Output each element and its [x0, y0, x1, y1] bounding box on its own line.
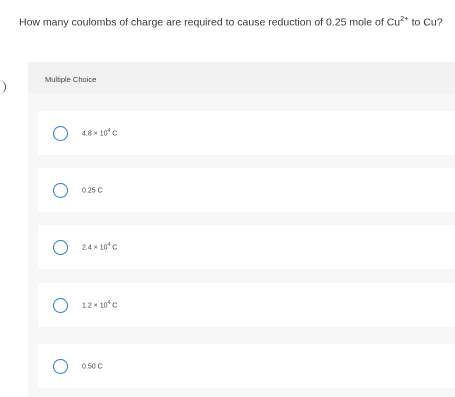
question-type-label: Multiple Choice — [45, 75, 97, 84]
option-label: $4.8 \times 10^4$ C — [82, 128, 118, 138]
radio-button[interactable] — [53, 298, 68, 313]
panel-header — [28, 62, 455, 94]
option-label: 0.50 C — [82, 363, 103, 371]
question-suffix: to Cu? — [408, 16, 443, 29]
answer-option-4[interactable] — [38, 283, 455, 327]
question-superscript: 2+ — [400, 14, 409, 23]
question-text — [19, 14, 443, 29]
answer-panel — [28, 62, 455, 397]
option-label: $2.4 \times 10^4$ C — [82, 242, 118, 252]
radio-button[interactable] — [53, 183, 68, 198]
radio-button[interactable] — [53, 126, 68, 141]
option-label: $1.2 \times 10^4$ C — [82, 300, 118, 310]
answer-option-1[interactable] — [38, 111, 455, 155]
answer-option-3[interactable] — [38, 225, 455, 269]
option-label: 0.25 C — [82, 187, 103, 195]
answer-option-5[interactable] — [38, 344, 455, 388]
radio-button[interactable] — [53, 240, 68, 255]
answer-option-2[interactable] — [38, 168, 455, 212]
collapse-handle[interactable] — [0, 80, 6, 94]
radio-button[interactable] — [53, 359, 68, 374]
question-prefix: How many coulombs of charge are required to cause reduction of 0.25 mole of Cu — [19, 16, 401, 29]
